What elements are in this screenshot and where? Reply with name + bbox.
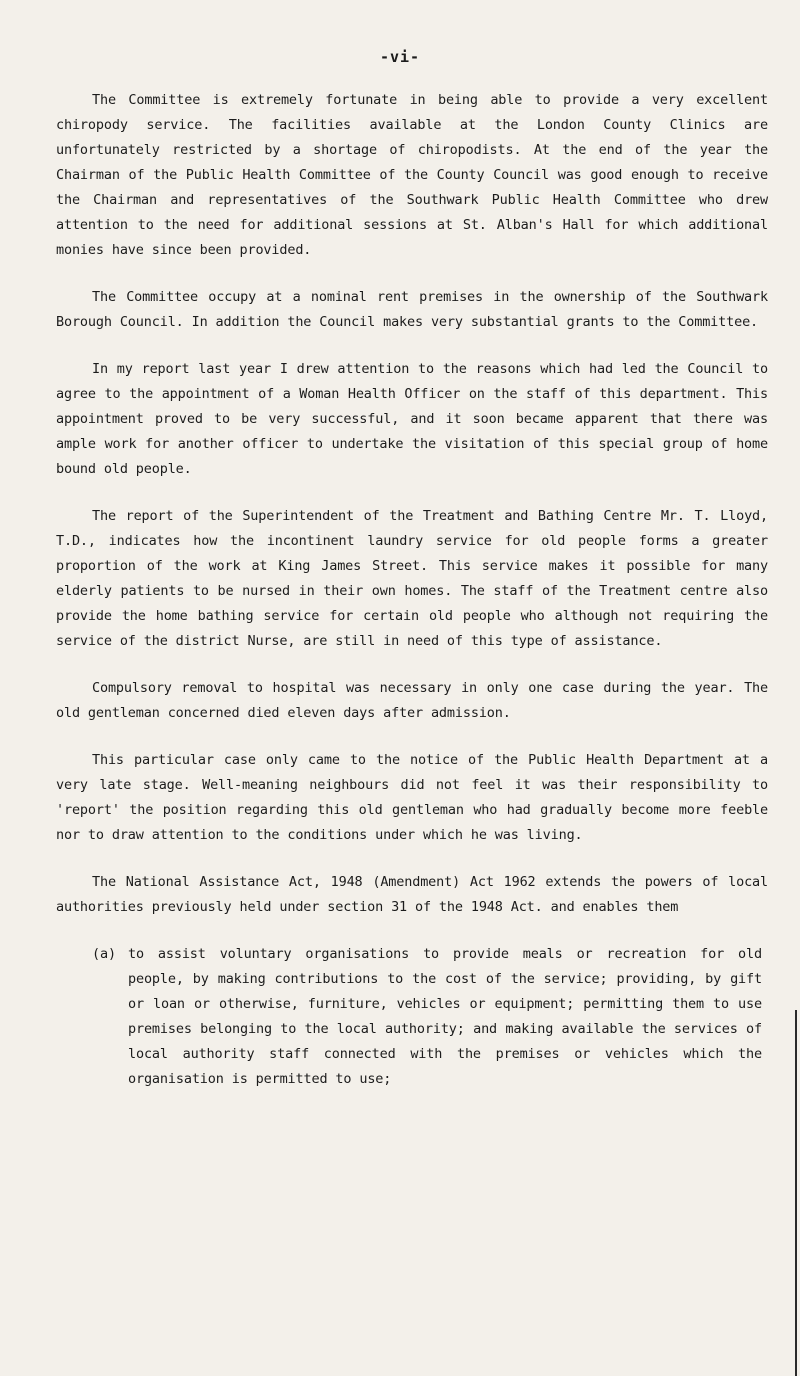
paragraph-late-notice: This particular case only came to the notice of the Public Health Department at a very late stage. Well-meaning neighbours did not feel it was their responsibility to 'report' the position regarding this old gentleman who had gradually become more feeble nor to draw attention to the conditions under which he was living. [56,752,768,843]
paragraph-chiropody: The Committee is extremely fortunate in being able to provide a very excellent chiropody service. The facilities available at the London County Clinics are unfortunately restricted by a shortage of chiropodists. At the end of the year the Chairman of the Public Health Committee of the County Council was good enough to receive the Chairman and representatives of the Southwark Public Health Committee who drew attention to the need for additional sessions at St. Alban's Hall for which additional monies have since been provided. [56,92,768,258]
paragraph-national-assistance-act: The National Assistance Act, 1948 (Amendment) Act 1962 extends the powers of local authorities previously held under section 31 of the 1948 Act. and enables them [56,874,768,915]
list-item [56,942,768,1092]
paragraph-woman-health-officer: In my report last year I drew attention to the reasons which had led the Council to agree to the appointment of a Woman Health Officer on the staff of this department. This appointment proved to be very successful, and it soon became apparent that there was ample work for another officer to undertake the visitation of this special group of home bound old people. [56,361,768,477]
powers-list [56,942,768,1092]
paragraph-treatment-centre: The report of the Superintendent of the Treatment and Bathing Centre Mr. T. Lloyd, T.D., indicates how the incontinent laundry service for old people forms a greater proportion of the work at King James Street. This service makes it possible for many elderly patients to be nursed in their own homes. The staff of the Treatment centre also provide the home bathing service for certain old people who although not requiring the service of the district Nurse, are still in need of this type of assistance. [56,508,768,649]
page-number: -vi- [379,48,421,66]
page-edge-line [795,1010,797,1376]
list-item-text: to assist voluntary organisations to provide meals or recreation for old people, by making contributions to the cost of the service; providing, by gift or loan or otherwise, furniture, vehicles or equipment; permitting them to use premises belonging to the local authority; and making available the services of local authority staff connected with the premises or vehicles which the organisation is permitted to use; [128,946,762,1087]
paragraph-compulsory-removal: Compulsory removal to hospital was necessary in only one case during the year. The old gentleman concerned died eleven days after admission. [56,680,768,721]
paragraph-premises: The Committee occupy at a nominal rent premises in the ownership of the Southwark Borough Council. In addition the Council makes very substantial grants to the Committee. [56,289,768,330]
list-item-marker: (a) [92,946,116,962]
page-body [56,88,768,1092]
